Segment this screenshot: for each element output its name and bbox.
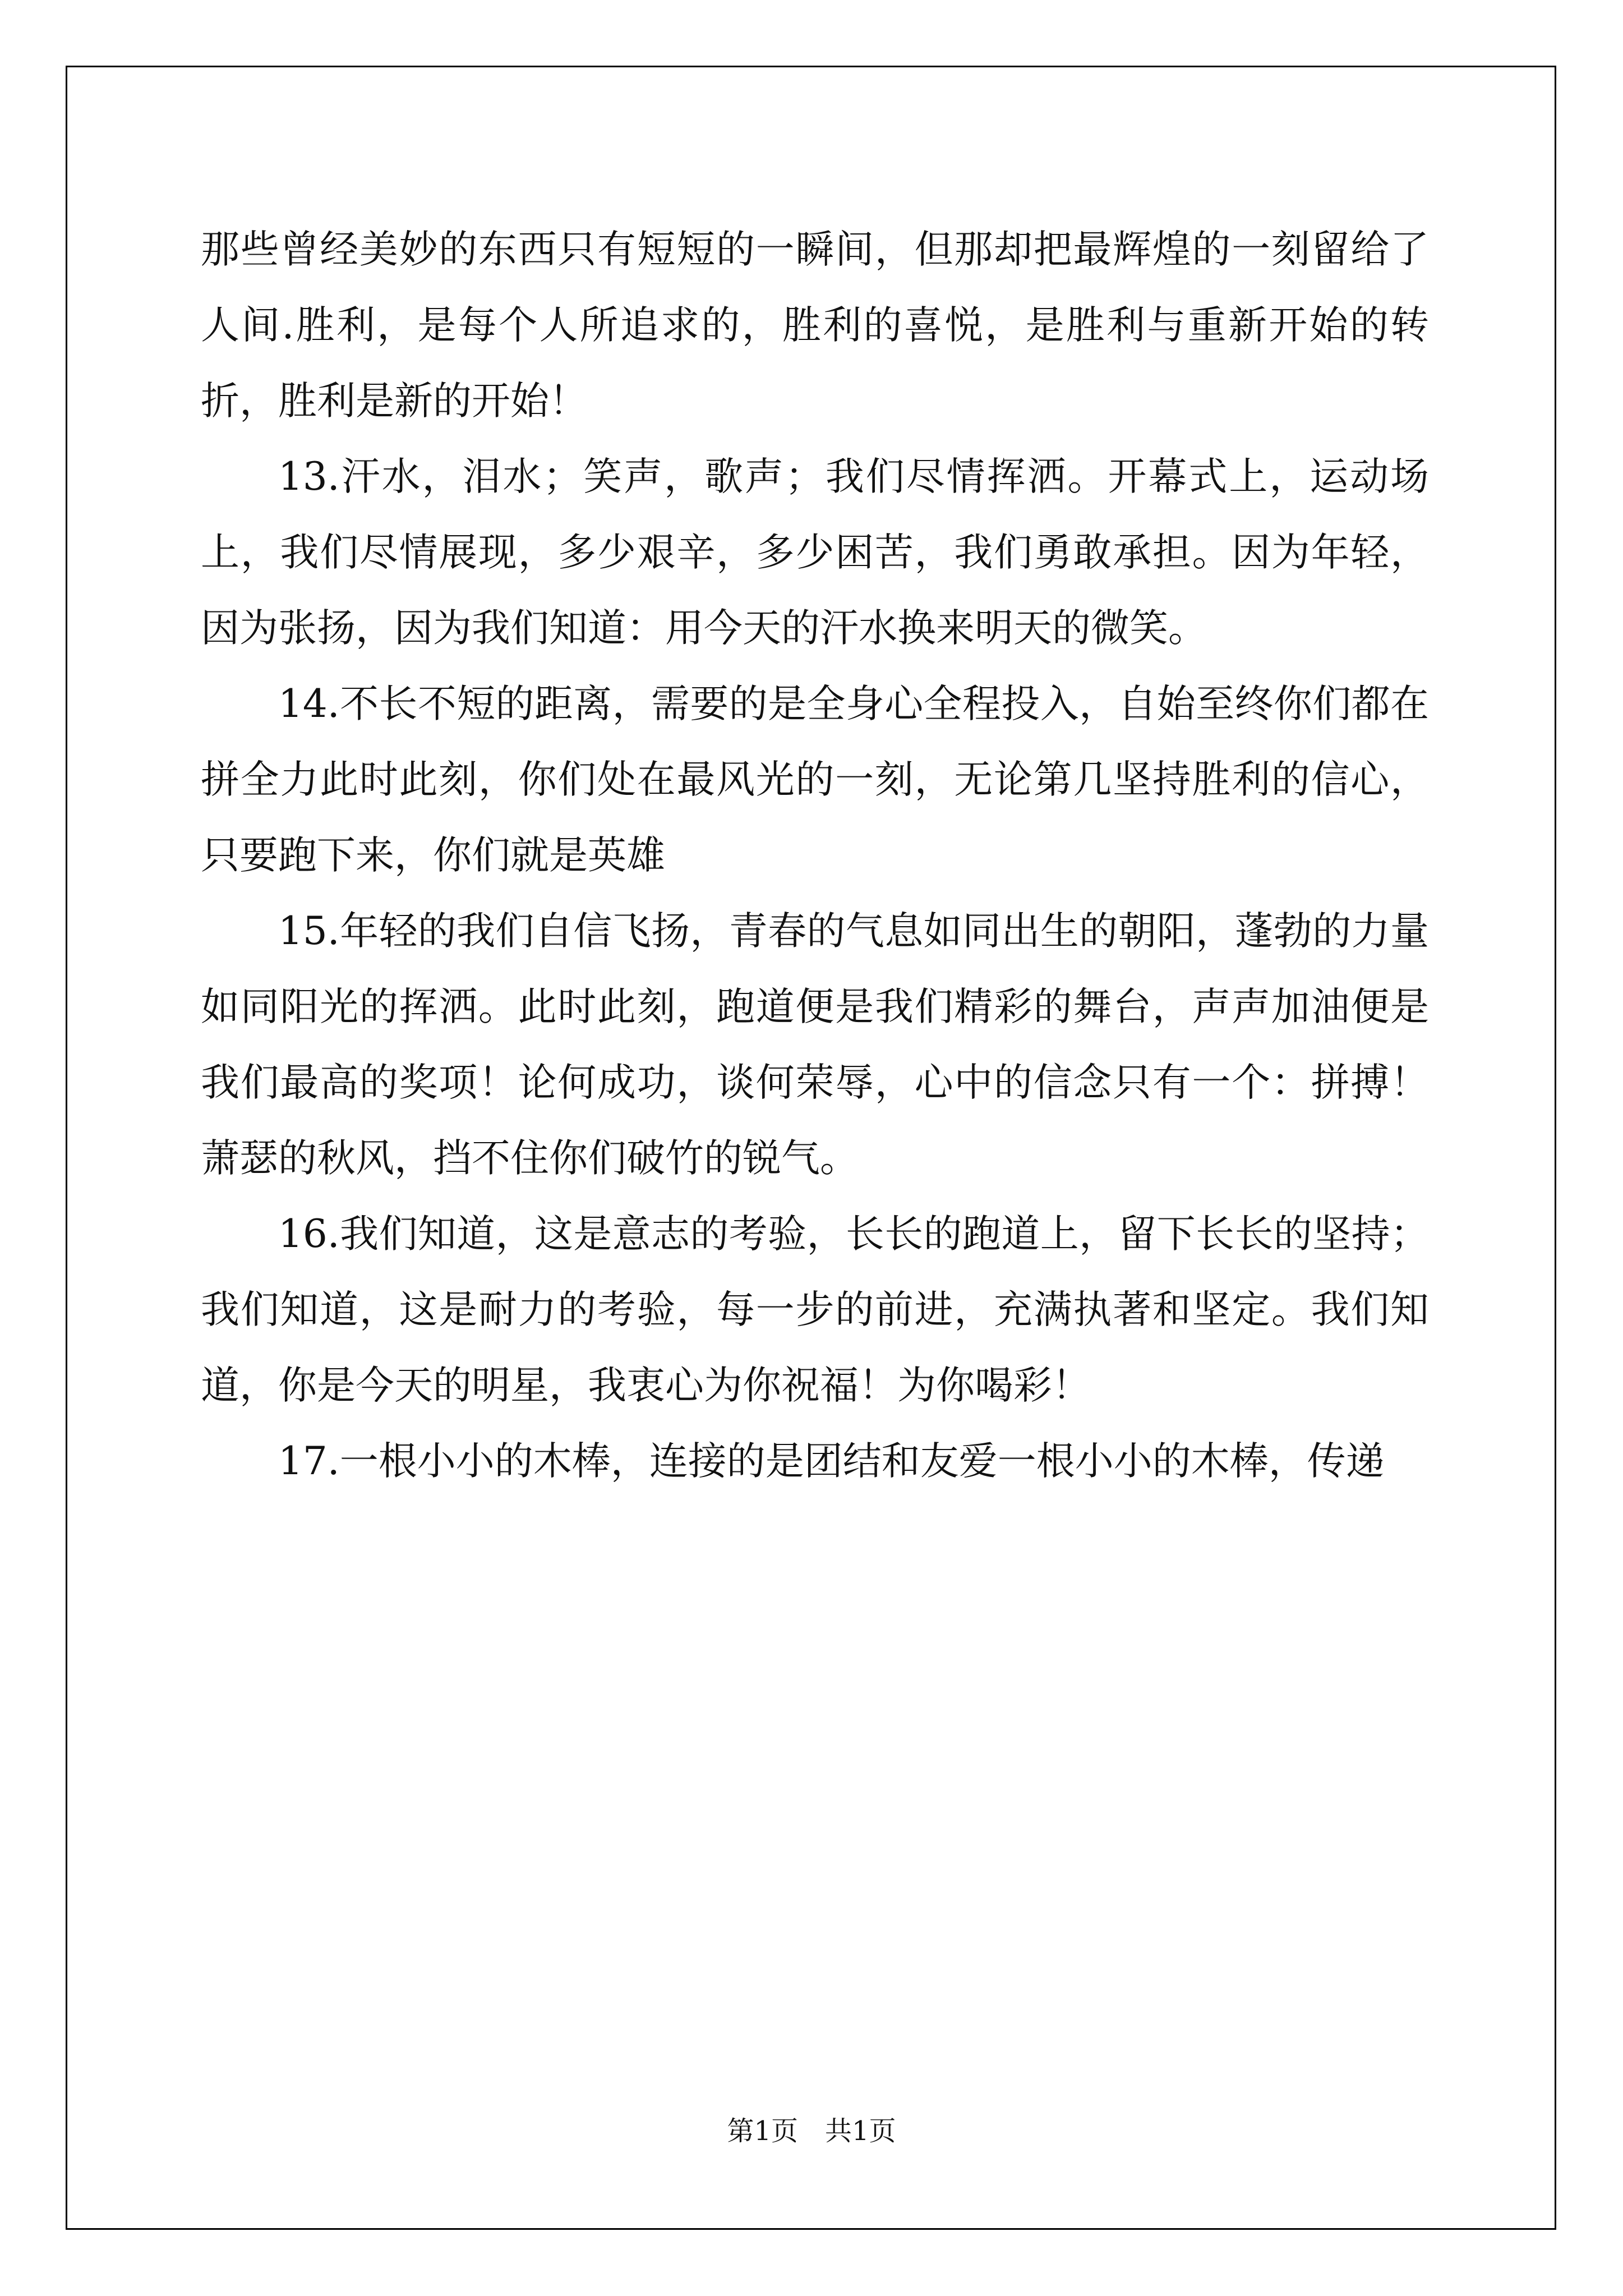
- page-number-footer: 第1页 共1页: [727, 2115, 896, 2147]
- paragraph-1: 那些曾经美妙的东西只有短短的一瞬间，但那却把最辉煌的一刻留给了人间.胜利，是每个人所追求的，胜利的喜悦，是胜利与重新开始的转折，胜利是新的开始！: [201, 227, 1429, 424]
- paragraph-17: 17.一根小小的木棒，连接的是团结和友爱一根小小的木棒，传递: [278, 1439, 1385, 1484]
- paragraph-15: 15.年轻的我们自信飞扬，青春的气息如同出生的朝阳，蓬勃的力量如同阳光的挥洒。此时此刻，跑道便是我们精彩的舞台，声声加油便是我们最高的奖项！论何成功，谈何荣辱，心中的信念只有一个：拼搏！萧瑟的秋风，挡不住你们破竹的锐气。: [201, 909, 1429, 1181]
- paragraph-16: 16.我们知道，这是意志的考验，长长的跑道上，留下长长的坚持；我们知道，这是耐力的考验，每一步的前进，充满执著和坚定。我们知道，你是今天的明星，我衷心为你祝福！为你喝彩！: [201, 1212, 1429, 1408]
- document-body: [201, 212, 1429, 1499]
- paragraph-13: 13.汗水，泪水；笑声，歌声；我们尽情挥洒。开幕式上，运动场上，我们尽情展现，多少艰辛，多少困苦，我们勇敢承担。因为年轻，因为张扬，因为我们知道：用今天的汗水换来明天的微笑。: [201, 454, 1429, 651]
- paragraph-14: 14.不长不短的距离，需要的是全身心全程投入，自始至终你们都在拼全力此时此刻，你们处在最风光的一刻，无论第几坚持胜利的信心，只要跑下来，你们就是英雄: [201, 682, 1429, 878]
